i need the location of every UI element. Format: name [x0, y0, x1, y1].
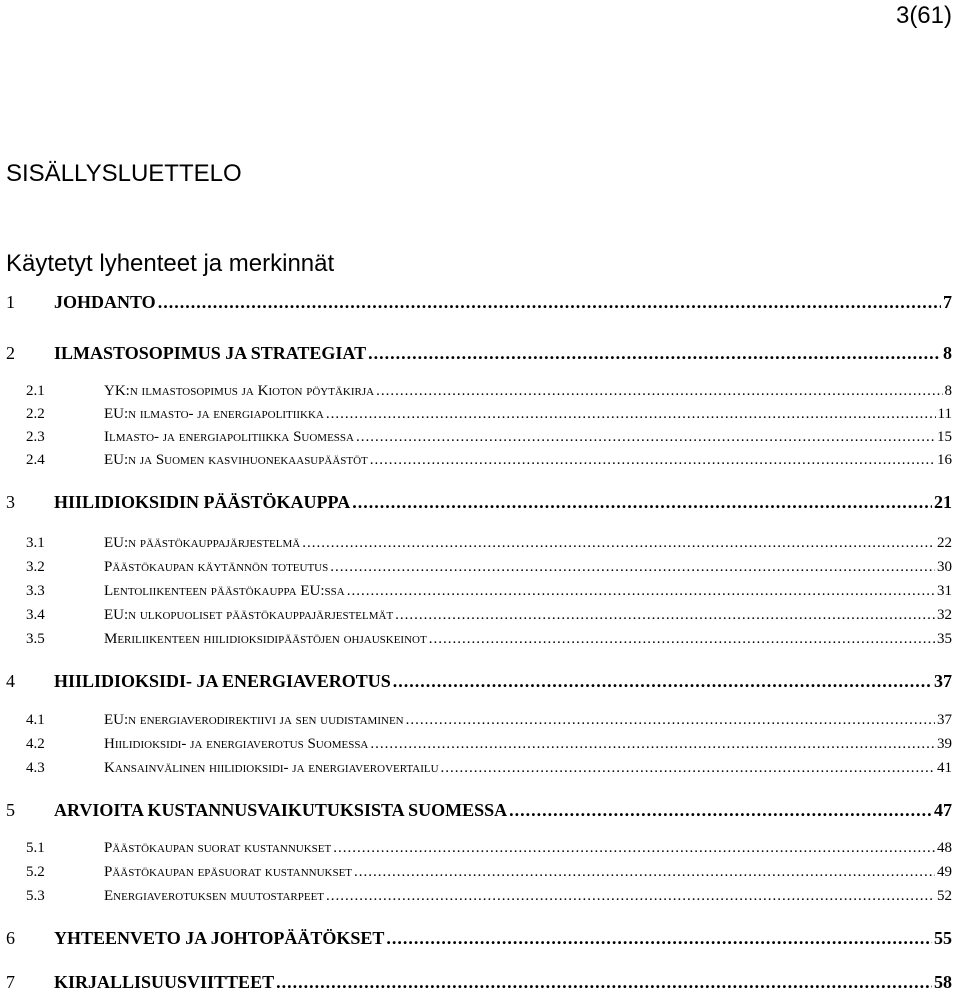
- toc-title: SISÄLLYSLUETTELO: [6, 160, 242, 187]
- toc-entry-page: 8: [944, 383, 952, 399]
- toc-entry-number: 3.2: [26, 559, 45, 575]
- toc-entry-title: EU:n ja Suomen kasvihuonekaasupäästöt: [104, 452, 368, 468]
- toc-entry-page: 52: [937, 888, 952, 904]
- toc-entry-number: 2.3: [26, 429, 45, 445]
- toc-entry-number: 6: [6, 928, 15, 948]
- toc-subentry[interactable]: [6, 840, 952, 857]
- toc-entry[interactable]: [6, 800, 952, 821]
- toc-subentry[interactable]: [6, 607, 952, 624]
- toc-leader-dots: [356, 429, 935, 446]
- toc-entry[interactable]: [6, 671, 952, 692]
- toc-entry-number: 4.1: [26, 712, 45, 728]
- toc-entry-page: 22: [937, 535, 952, 551]
- toc-subentry[interactable]: [6, 559, 952, 576]
- toc-entry-title: Päästökaupan epäsuorat kustannukset: [104, 864, 353, 880]
- toc-leader-dots: [393, 671, 932, 692]
- toc-entry-number: 5.3: [26, 888, 45, 904]
- toc-leader-dots: [376, 383, 942, 400]
- toc-entry-title: Päästökaupan käytännön toteutus: [104, 559, 329, 575]
- toc-leader-dots: [302, 535, 935, 552]
- toc-entry-title: ARVIOITA KUSTANNUSVAIKUTUKSISTA SUOMESSA: [54, 800, 508, 820]
- toc-entry-number: 5.1: [26, 840, 45, 856]
- toc-entry-number: 5: [6, 800, 15, 820]
- toc-entry[interactable]: [6, 928, 952, 949]
- toc-entry-page: 16: [937, 452, 952, 468]
- toc-entry-title: Hiilidioksidi- ja energiaverotus Suomessa: [104, 736, 369, 752]
- toc-leader-dots: [333, 840, 935, 857]
- page-number: 3(61): [895, 2, 952, 29]
- toc-leader-dots: [406, 712, 935, 729]
- toc-entry-page: 32: [937, 607, 952, 623]
- toc-leader-dots: [370, 736, 935, 753]
- toc-leader-dots: [326, 406, 936, 423]
- toc-entry-page: 7: [943, 292, 952, 312]
- toc-entry-title: EU:n energiaverodirektiivi ja sen uudistaminen: [104, 712, 404, 728]
- toc-leader-dots: [158, 292, 941, 313]
- toc-entry-page: 21: [934, 492, 952, 512]
- toc-entry-page: 15: [937, 429, 952, 445]
- toc-subentry[interactable]: [6, 864, 952, 881]
- toc-entry-number: 2: [6, 343, 15, 363]
- toc-entry-title: EU:n ulkopuoliset päästökauppajärjestelmät: [104, 607, 394, 623]
- toc-entry-page: 37: [934, 671, 952, 691]
- toc-subentry[interactable]: [6, 888, 952, 905]
- toc-entry-title: KIRJALLISUUSVIITTEET: [54, 972, 275, 992]
- toc-entry-title: YK:n ilmastosopimus ja Kioton pöytäkirja: [104, 383, 375, 399]
- toc-subentry[interactable]: [6, 712, 952, 729]
- toc-entry-number: 3.4: [26, 607, 45, 623]
- toc-entry-page: 55: [934, 928, 952, 948]
- toc-entry-page: 35: [937, 631, 952, 647]
- toc-leader-dots: [395, 607, 935, 624]
- toc-leader-dots: [368, 343, 941, 364]
- toc-entry[interactable]: [6, 343, 952, 364]
- toc-subentry[interactable]: [6, 760, 952, 777]
- toc-leader-dots: [441, 760, 935, 777]
- toc-subentry[interactable]: [6, 535, 952, 552]
- toc-subentry[interactable]: [6, 631, 952, 648]
- toc-entry-number: 4: [6, 671, 15, 691]
- toc-entry-page: 31: [937, 583, 952, 599]
- toc-entry-number: 4.2: [26, 736, 45, 752]
- toc-entry-title: Energiaverotuksen muutostarpeet: [104, 888, 325, 904]
- toc-entry[interactable]: [6, 492, 952, 513]
- toc-entry-number: 3.3: [26, 583, 45, 599]
- toc-entry-title: ILMASTOSOPIMUS JA STRATEGIAT: [54, 343, 367, 363]
- toc-entry-title: JOHDANTO: [54, 292, 156, 312]
- toc-entry-number: 2.4: [26, 452, 45, 468]
- toc-entry-number: 3.5: [26, 631, 45, 647]
- toc-leader-dots: [276, 972, 932, 993]
- toc-entry-page: 58: [934, 972, 952, 992]
- toc-entry-page: 39: [937, 736, 952, 752]
- toc-entry-title: Kansainvälinen hiilidioksidi- ja energiaverovertailu: [104, 760, 439, 776]
- toc-subentry[interactable]: [6, 452, 952, 469]
- toc-subentry[interactable]: [6, 429, 952, 446]
- toc-entry-number: 5.2: [26, 864, 45, 880]
- toc-entry-number: 4.3: [26, 760, 45, 776]
- abbreviations-heading: Käytetyt lyhenteet ja merkinnät: [6, 250, 335, 277]
- toc-subentry[interactable]: [6, 583, 952, 600]
- toc-entry-page: 37: [937, 712, 952, 728]
- toc-entry-title: Päästökaupan suorat kustannukset: [104, 840, 332, 856]
- toc-leader-dots: [326, 888, 935, 905]
- toc-entry-number: 7: [6, 972, 15, 992]
- toc-leader-dots: [386, 928, 932, 949]
- toc-entry-number: 2.2: [26, 406, 45, 422]
- toc-entry-page: 48: [937, 840, 952, 856]
- toc-subentry[interactable]: [6, 406, 952, 423]
- toc-entry-page: 11: [937, 406, 952, 422]
- toc-entry-number: 2.1: [26, 383, 45, 399]
- toc-entry-title: Lentoliikenteen päästökauppa EU:ssa: [104, 583, 345, 599]
- toc-entry-title: HIILIDIOKSIDIN PÄÄSTÖKAUPPA: [54, 492, 351, 512]
- toc-leader-dots: [354, 864, 935, 881]
- toc-entry-title: EU:n ilmasto- ja energiapolitiikka: [104, 406, 324, 422]
- toc-entry-title: HIILIDIOKSIDI- JA ENERGIAVEROTUS: [54, 671, 391, 691]
- toc-entry-page: 41: [937, 760, 952, 776]
- toc-entry[interactable]: [6, 972, 952, 993]
- toc-leader-dots: [347, 583, 935, 600]
- toc-entry-title: YHTEENVETO JA JOHTOPÄÄTÖKSET: [54, 928, 385, 948]
- toc-entry-title: Meriliikenteen hiilidioksidipäästöjen ohjauskeinot: [104, 631, 427, 647]
- toc-leader-dots: [370, 452, 935, 469]
- toc-subentry[interactable]: [6, 383, 952, 400]
- toc-entry-number: 3.1: [26, 535, 45, 551]
- toc-leader-dots: [509, 800, 932, 821]
- toc-entry-title: Ilmasto- ja energiapolitiikka Suomessa: [104, 429, 354, 445]
- toc-entry-title: EU:n päästökauppajärjestelmä: [104, 535, 301, 551]
- toc-entry-number: 1: [6, 292, 15, 312]
- toc-entry-page: 8: [943, 343, 952, 363]
- toc-entry-page: 49: [937, 864, 952, 880]
- toc-leader-dots: [352, 492, 932, 513]
- toc-leader-dots: [429, 631, 935, 648]
- toc-entry-page: 30: [937, 559, 952, 575]
- toc-leader-dots: [330, 559, 935, 576]
- toc-entry-number: 3: [6, 492, 15, 512]
- toc-entry-page: 47: [934, 800, 952, 820]
- toc-entry[interactable]: [6, 292, 952, 313]
- toc-subentry[interactable]: [6, 736, 952, 753]
